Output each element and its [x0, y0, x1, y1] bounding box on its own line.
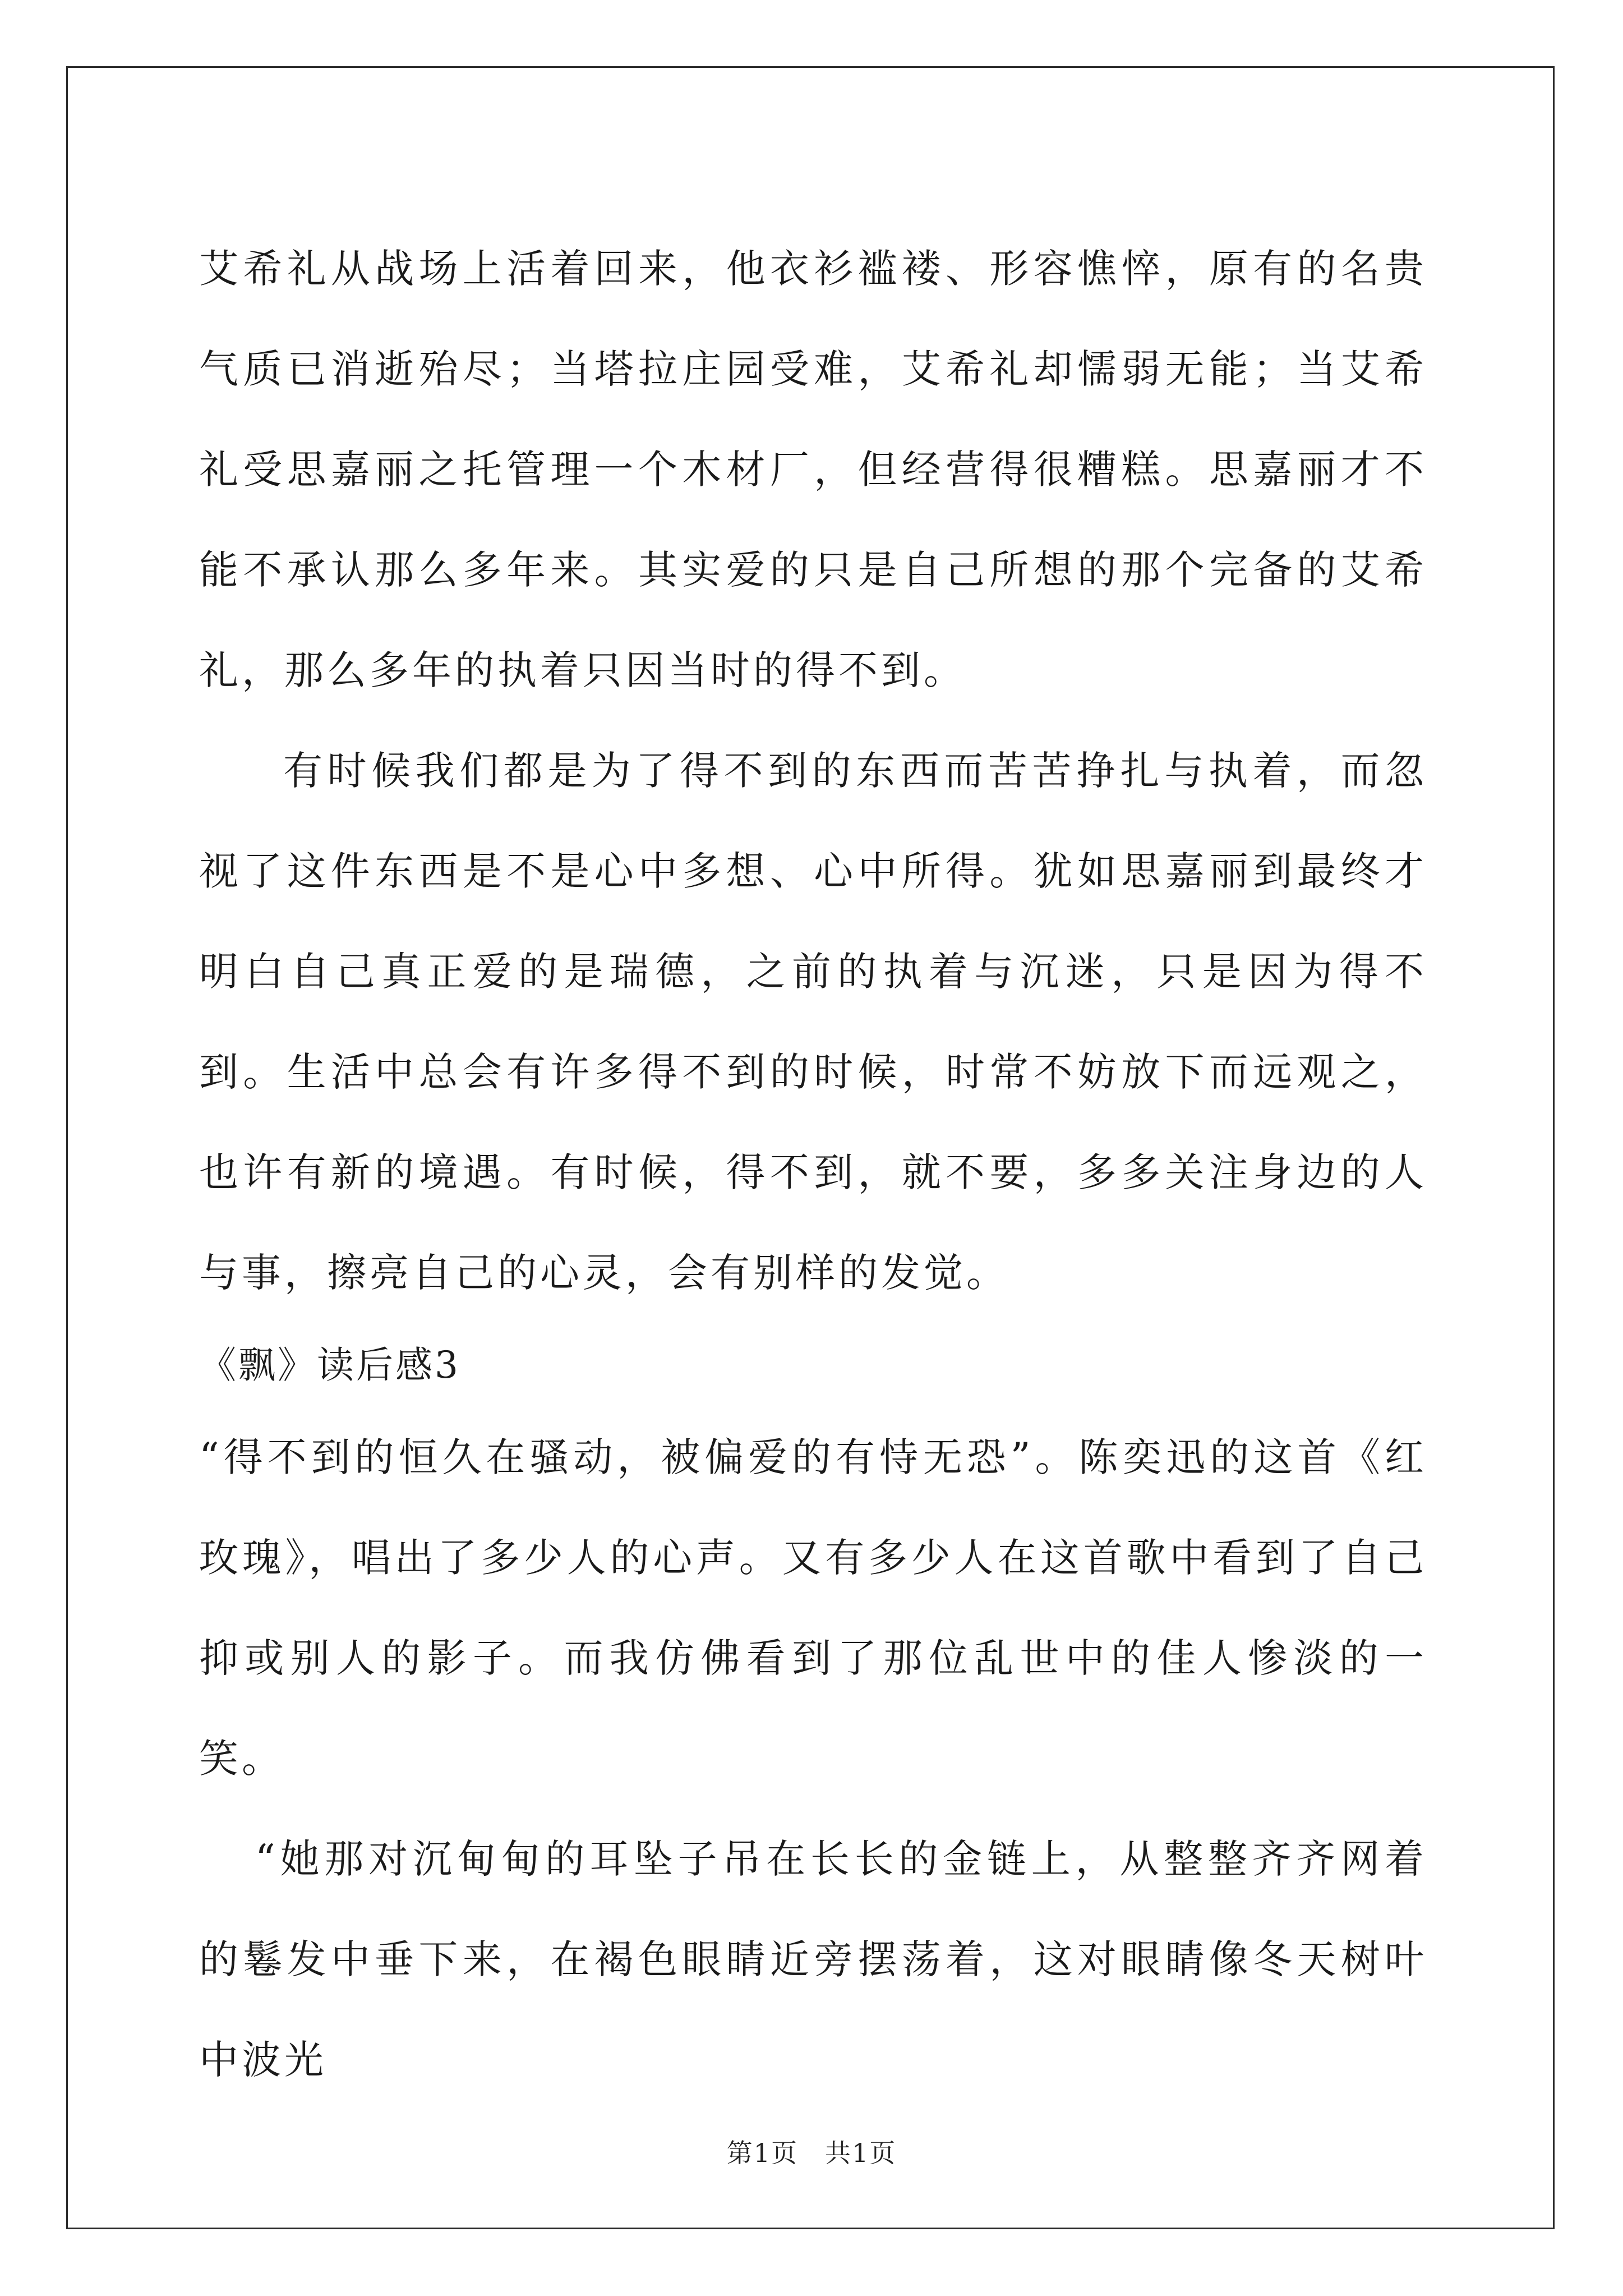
paragraph-4: “她那对沉甸甸的耳坠子吊在长长的金链上，从整整齐齐网着的鬈发中垂下来，在褐色眼睛近旁摆荡着，这对眼睛像冬天树叶中波光	[199, 1836, 1427, 2083]
paragraph-1: 艾希礼从战场上活着回来，他衣衫褴褛、形容憔悴，原有的名贵气质已消逝殆尽；当塔拉庄园受难，艾希礼却懦弱无能；当艾希礼受思嘉丽之托管理一个木材厂，但经营得很糟糕。思嘉丽才不能不承认那么多年来。其实爱的只是自己所想的那个完备的艾希礼，那么多年的执着只因当时的得不到。	[199, 246, 1427, 693]
section-title: 《飘》读后感3	[199, 1343, 460, 1387]
paragraph-2: 有时候我们都是为了得不到的东西而苦苦挣扎与执着，而忽视了这件东西是不是心中多想、心中所得。犹如思嘉丽到最终才明白自己真正爱的是瑞德，之前的执着与沉迷，只是因为得不到。生活中总会有许多得不到的时候，时常不妨放下而远观之，也许有新的境遇。有时候，得不到，就不要，多多关注身边的人与事，擦亮自己的心灵，会有别样的发觉。	[199, 748, 1427, 1296]
document-body	[199, 219, 1427, 2110]
page-footer: 第1页 共1页	[726, 2138, 897, 2168]
paragraph-3: “得不到的恒久在骚动，被偏爱的有恃无恐”。陈奕迅的这首《红玫瑰》，唱出了多少人的心声。又有多少人在这首歌中看到了自己抑或别人的影子。而我仿佛看到了那位乱世中的佳人惨淡的一笑。	[199, 1434, 1427, 1782]
